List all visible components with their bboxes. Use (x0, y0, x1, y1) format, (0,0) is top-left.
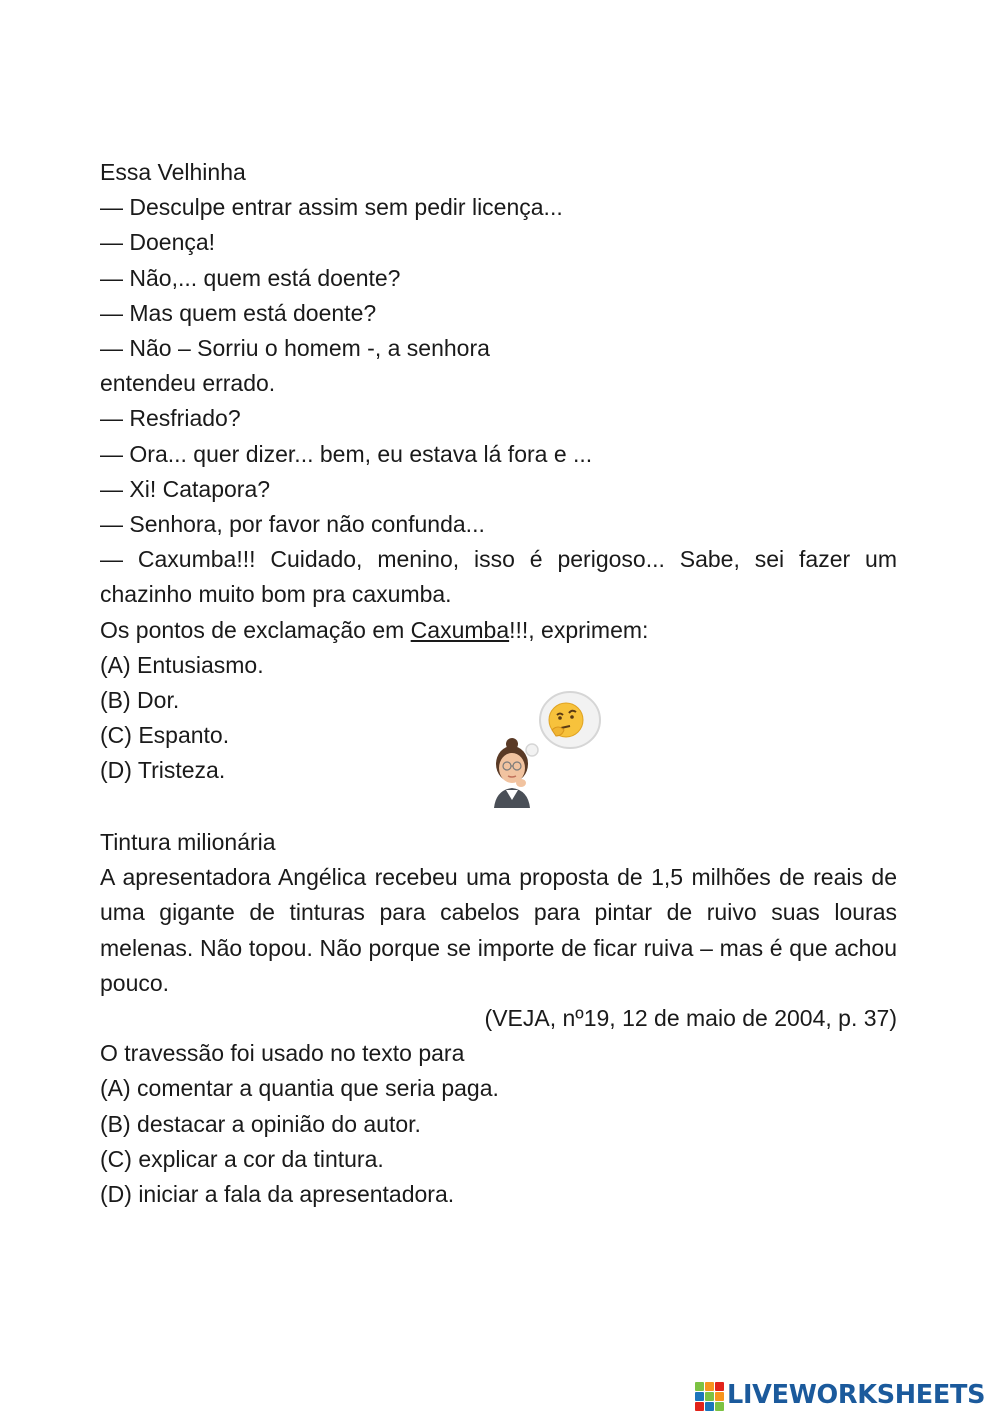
dialogue-line: — Resfriado? (100, 405, 241, 432)
dialogue-line: — Ora... quer dizer... bem, eu estava lá fora e ... (100, 440, 593, 467)
question-2-option-b[interactable]: (B) destacar a opinião do autor. (100, 1110, 421, 1137)
passage-tintura-milionaria (100, 825, 897, 1212)
thinking-teacher-icon (488, 686, 606, 808)
passage-title: Essa Velhinha (100, 159, 246, 185)
question-1-prompt-text: !!!, exprimem: (509, 616, 649, 643)
liveworksheets-logo (695, 1378, 995, 1414)
dialogue-line: — Doença! (100, 229, 216, 256)
dialogue-line: — Não,... quem está doente? (100, 264, 401, 291)
underlined-word: Caxumba (410, 616, 510, 643)
source-citation: (VEJA, nº19, 12 de maio de 2004, p. 37) (484, 1005, 897, 1032)
dialogue-line: — Xi! Catapora? (100, 475, 271, 502)
question-2-prompt: O travessão foi usado no texto para (100, 1040, 465, 1067)
question-1-prompt-text: Os pontos de exclamação em (100, 616, 411, 643)
question-1-prompt (100, 613, 897, 648)
question-1-option-c[interactable]: (C) Espanto. (100, 722, 230, 749)
logo-tiles-icon (695, 1382, 724, 1411)
dialogue-line: — Não – Sorriu o homem -, a senhora (100, 335, 490, 362)
passage-title: Tintura milionária (100, 829, 276, 855)
dialogue-line: — Senhora, por favor não confunda... (100, 511, 485, 538)
question-1-option-d[interactable]: (D) Tristeza. (100, 757, 226, 784)
dialogue-line: — Mas quem está doente? (100, 299, 377, 326)
question-1-option-a[interactable]: (A) Entusiasmo. (100, 651, 264, 678)
question-2-option-d[interactable]: (D) iniciar a fala da apresentadora. (100, 1181, 455, 1208)
dialogue-line: entendeu errado. (100, 370, 276, 397)
question-2-option-a[interactable]: (A) comentar a quantia que seria paga. (100, 1075, 499, 1102)
question-1-option-b[interactable]: (B) Dor. (100, 687, 180, 714)
passage-paragraph: A apresentadora Angélica recebeu uma proposta de 1,5 milhões de reais de uma gigante de tinturas para cabelos para pintar de ruivo suas louras melenas. Não topou. Não porque se importe de ficar ruiva – mas é que achou pouco. (100, 864, 897, 996)
dialogue-paragraph: — Caxumba!!! Cuidado, menino, isso é perigoso... Sabe, sei fazer um chazinho muito bom pra caxumba. (100, 546, 897, 608)
question-2-option-c[interactable]: (C) explicar a cor da tintura. (100, 1145, 384, 1172)
dialogue-line: — Desculpe entrar assim sem pedir licença... (100, 194, 563, 221)
brand-name: LIVEWORKSHEETS (727, 1380, 986, 1411)
